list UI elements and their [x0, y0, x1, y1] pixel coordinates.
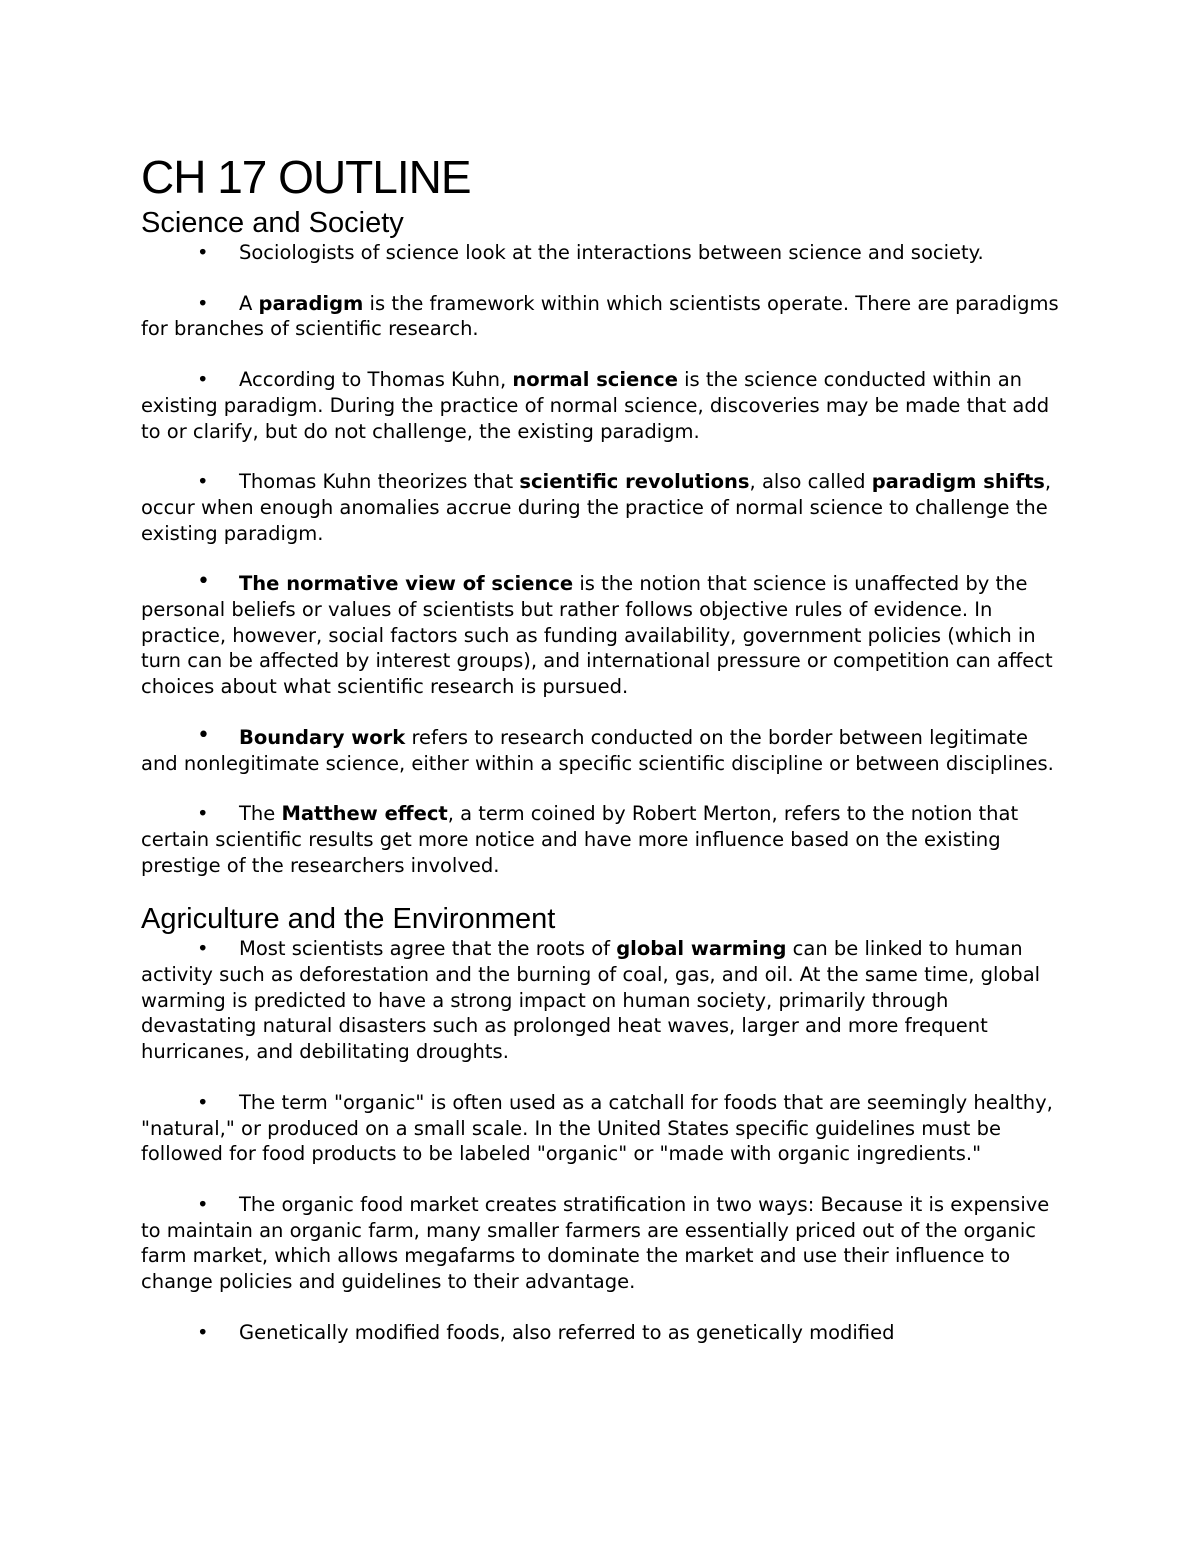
bullet-icon: • — [197, 569, 210, 595]
list-item: • Thomas Kuhn theorizes that scientific revolutions, also called paradigm shifts, occur when enough anomalies accrue during the practice of normal science to challenge the existing paradigm. — [141, 470, 1052, 545]
list-item: • The normative view of science is the notion that science is unaffected by the personal beliefs or values of scientists but rather follows objective rules of evidence. In practice, however, social factors such as funding availability, government policies (which in turn can be affected by interest groups), and international pressure or competition can affect choices about what scientific research is pursued. — [141, 569, 1053, 699]
bullet-icon: • — [197, 1090, 209, 1114]
document-title: CH 17 OUTLINE — [141, 151, 471, 203]
list-item: • A paradigm is the framework within which scientists operate. There are paradigms for branches of scientific research. — [141, 291, 1059, 341]
list-item: • The Matthew effect, a term coined by Robert Merton, refers to the notion that certain scientific results get more notice and have more influence based on the existing prestige of the researchers involved. — [141, 802, 1019, 877]
list-item: • The organic food market creates stratification in two ways: Because it is expensive to maintain an organic farm, many smaller farmers are essentially priced out of the organic farm market, which allows megafarms to dominate the market and use their influence to change policies and guidelines to their advantage. — [141, 1192, 1050, 1294]
bullet-icon: • — [197, 722, 210, 748]
key-term: The normative view of science — [239, 572, 574, 596]
bullet-icon: • — [197, 1320, 209, 1344]
list-item: • According to Thomas Kuhn, normal science is the science conducted within an existing paradigm. During the practice of normal science, discoveries may be made that add to or clarify, but do not challenge, the existing paradigm. — [141, 368, 1050, 443]
bullet-icon: • — [197, 291, 209, 315]
bullet-icon: • — [197, 1192, 209, 1216]
key-term: Matthew effect — [281, 802, 448, 826]
key-term: global warming — [616, 937, 787, 961]
section-heading-science-and-society: Science and Society — [141, 207, 404, 239]
bullet-icon: • — [197, 802, 209, 826]
bullet-icon: • — [197, 470, 209, 494]
key-term: Boundary work — [239, 725, 406, 749]
list-item: • Genetically modified foods, also referred to as genetically modified — [197, 1320, 895, 1344]
bullet-icon: • — [197, 241, 209, 264]
list-item: • Boundary work refers to research conducted on the border between legitimate and nonlegitimate science, either within a specific scientific discipline or between disciplines. — [141, 722, 1054, 775]
bullet-icon: • — [197, 368, 209, 392]
list-item: • Most scientists agree that the roots of global warming can be linked to human activity such as deforestation and the burning of coal, gas, and oil. At the same time, global warming is predicted to have a strong impact on human society, primarily through devastating natural disasters such as prolonged heat waves, larger and more frequent hurricanes, and debilitating droughts. — [141, 937, 1041, 1064]
bullet-icon: • — [197, 937, 209, 961]
key-term: scientific revolutions — [519, 470, 750, 494]
key-term: paradigm shifts — [871, 470, 1045, 494]
key-term: normal science — [512, 368, 678, 392]
list-item: • Sociologists of science look at the interactions between science and society. — [197, 241, 984, 264]
key-term: paradigm — [258, 291, 364, 315]
section-heading-agriculture-and-the-environment: Agriculture and the Environment — [141, 903, 556, 936]
document-content — [141, 150, 1061, 1346]
list-item: • The term "organic" is often used as a catchall for foods that are seemingly healthy, "natural," or produced on a small scale. In the United States specific guidelines must be followed for food products to be labeled "organic" or "made with organic ingredients." — [141, 1090, 1053, 1166]
